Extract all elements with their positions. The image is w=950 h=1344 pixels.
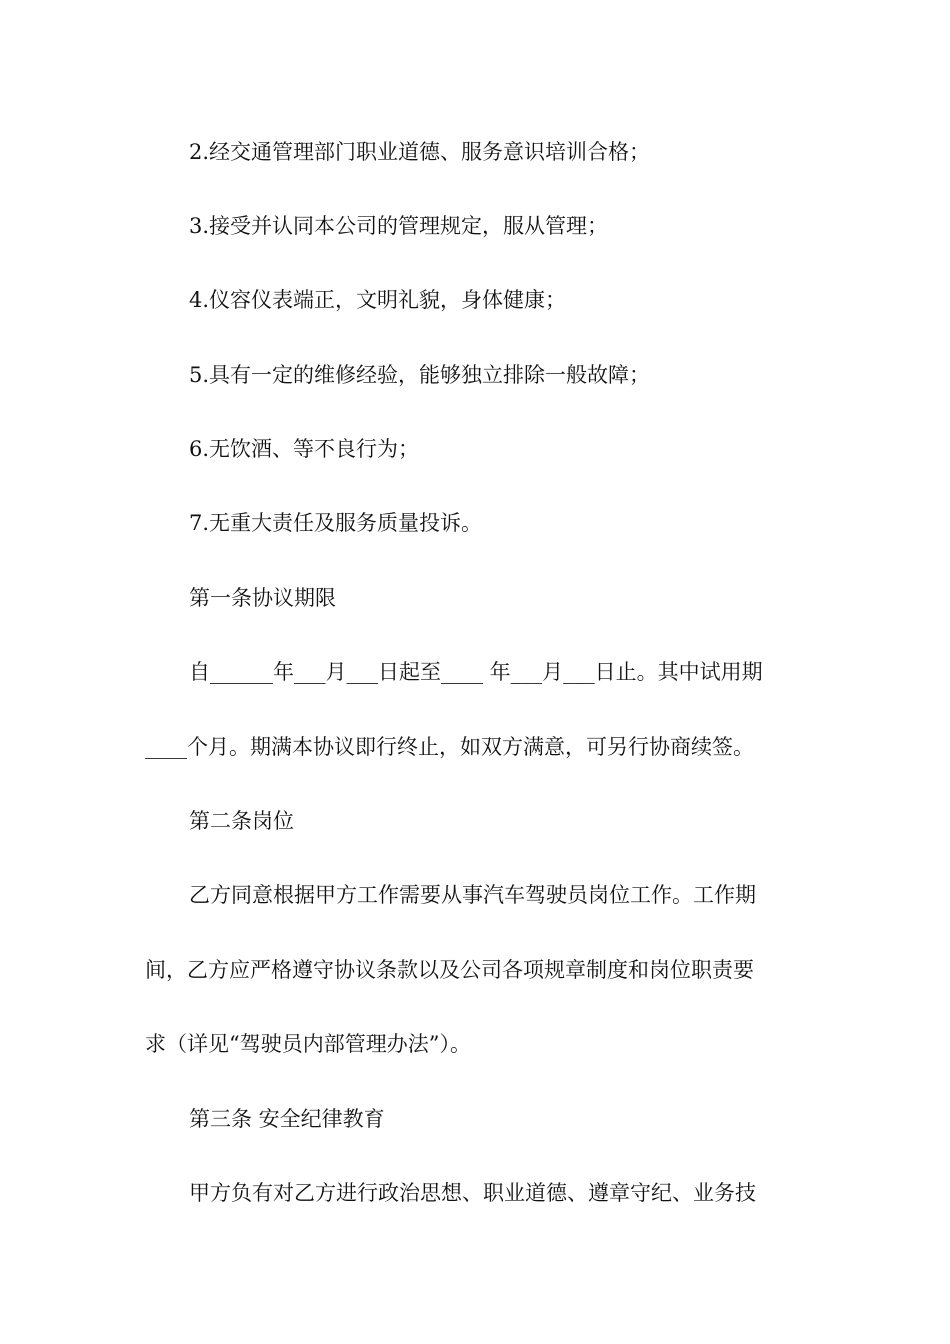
article-1-body-line-1: 自______年___月___日起至____ 年___月___日止。其中试用期 <box>189 660 763 684</box>
requirement-item-6: 6.无饮酒、等不良行为； <box>189 437 420 461</box>
requirement-item-3: 3.接受并认同本公司的管理规定，服从管理； <box>189 214 609 238</box>
article-3-body-line-1: 甲方负有对乙方进行政治思想、职业道德、遵章守纪、业务技 <box>189 1181 756 1205</box>
article-2-heading: 第二条岗位 <box>189 809 294 833</box>
article-2-body-line-3: 求（详见“驾驶员内部管理办法”）。 <box>145 1032 471 1056</box>
requirement-item-2: 2.经交通管理部门职业道德、服务意识培训合格； <box>189 140 651 164</box>
article-3-heading: 第三条 安全纪律教育 <box>189 1107 385 1131</box>
requirement-item-5: 5.具有一定的维修经验，能够独立排除一般故障； <box>189 363 651 387</box>
article-1-body-line-2: ____个月。期满本协议即行终止，如双方满意，可另行协商续签。 <box>145 735 754 759</box>
article-2-body-line-2: 间，乙方应严格遵守协议条款以及公司各项规章制度和岗位职责要 <box>145 958 754 982</box>
requirement-item-4: 4.仪容仪表端正，文明礼貌，身体健康； <box>189 288 567 312</box>
article-1-heading: 第一条协议期限 <box>189 586 336 610</box>
requirement-item-7: 7.无重大责任及服务质量投诉。 <box>189 511 483 535</box>
article-2-body-line-1: 乙方同意根据甲方工作需要从事汽车驾驶员岗位工作。工作期 <box>189 883 756 907</box>
